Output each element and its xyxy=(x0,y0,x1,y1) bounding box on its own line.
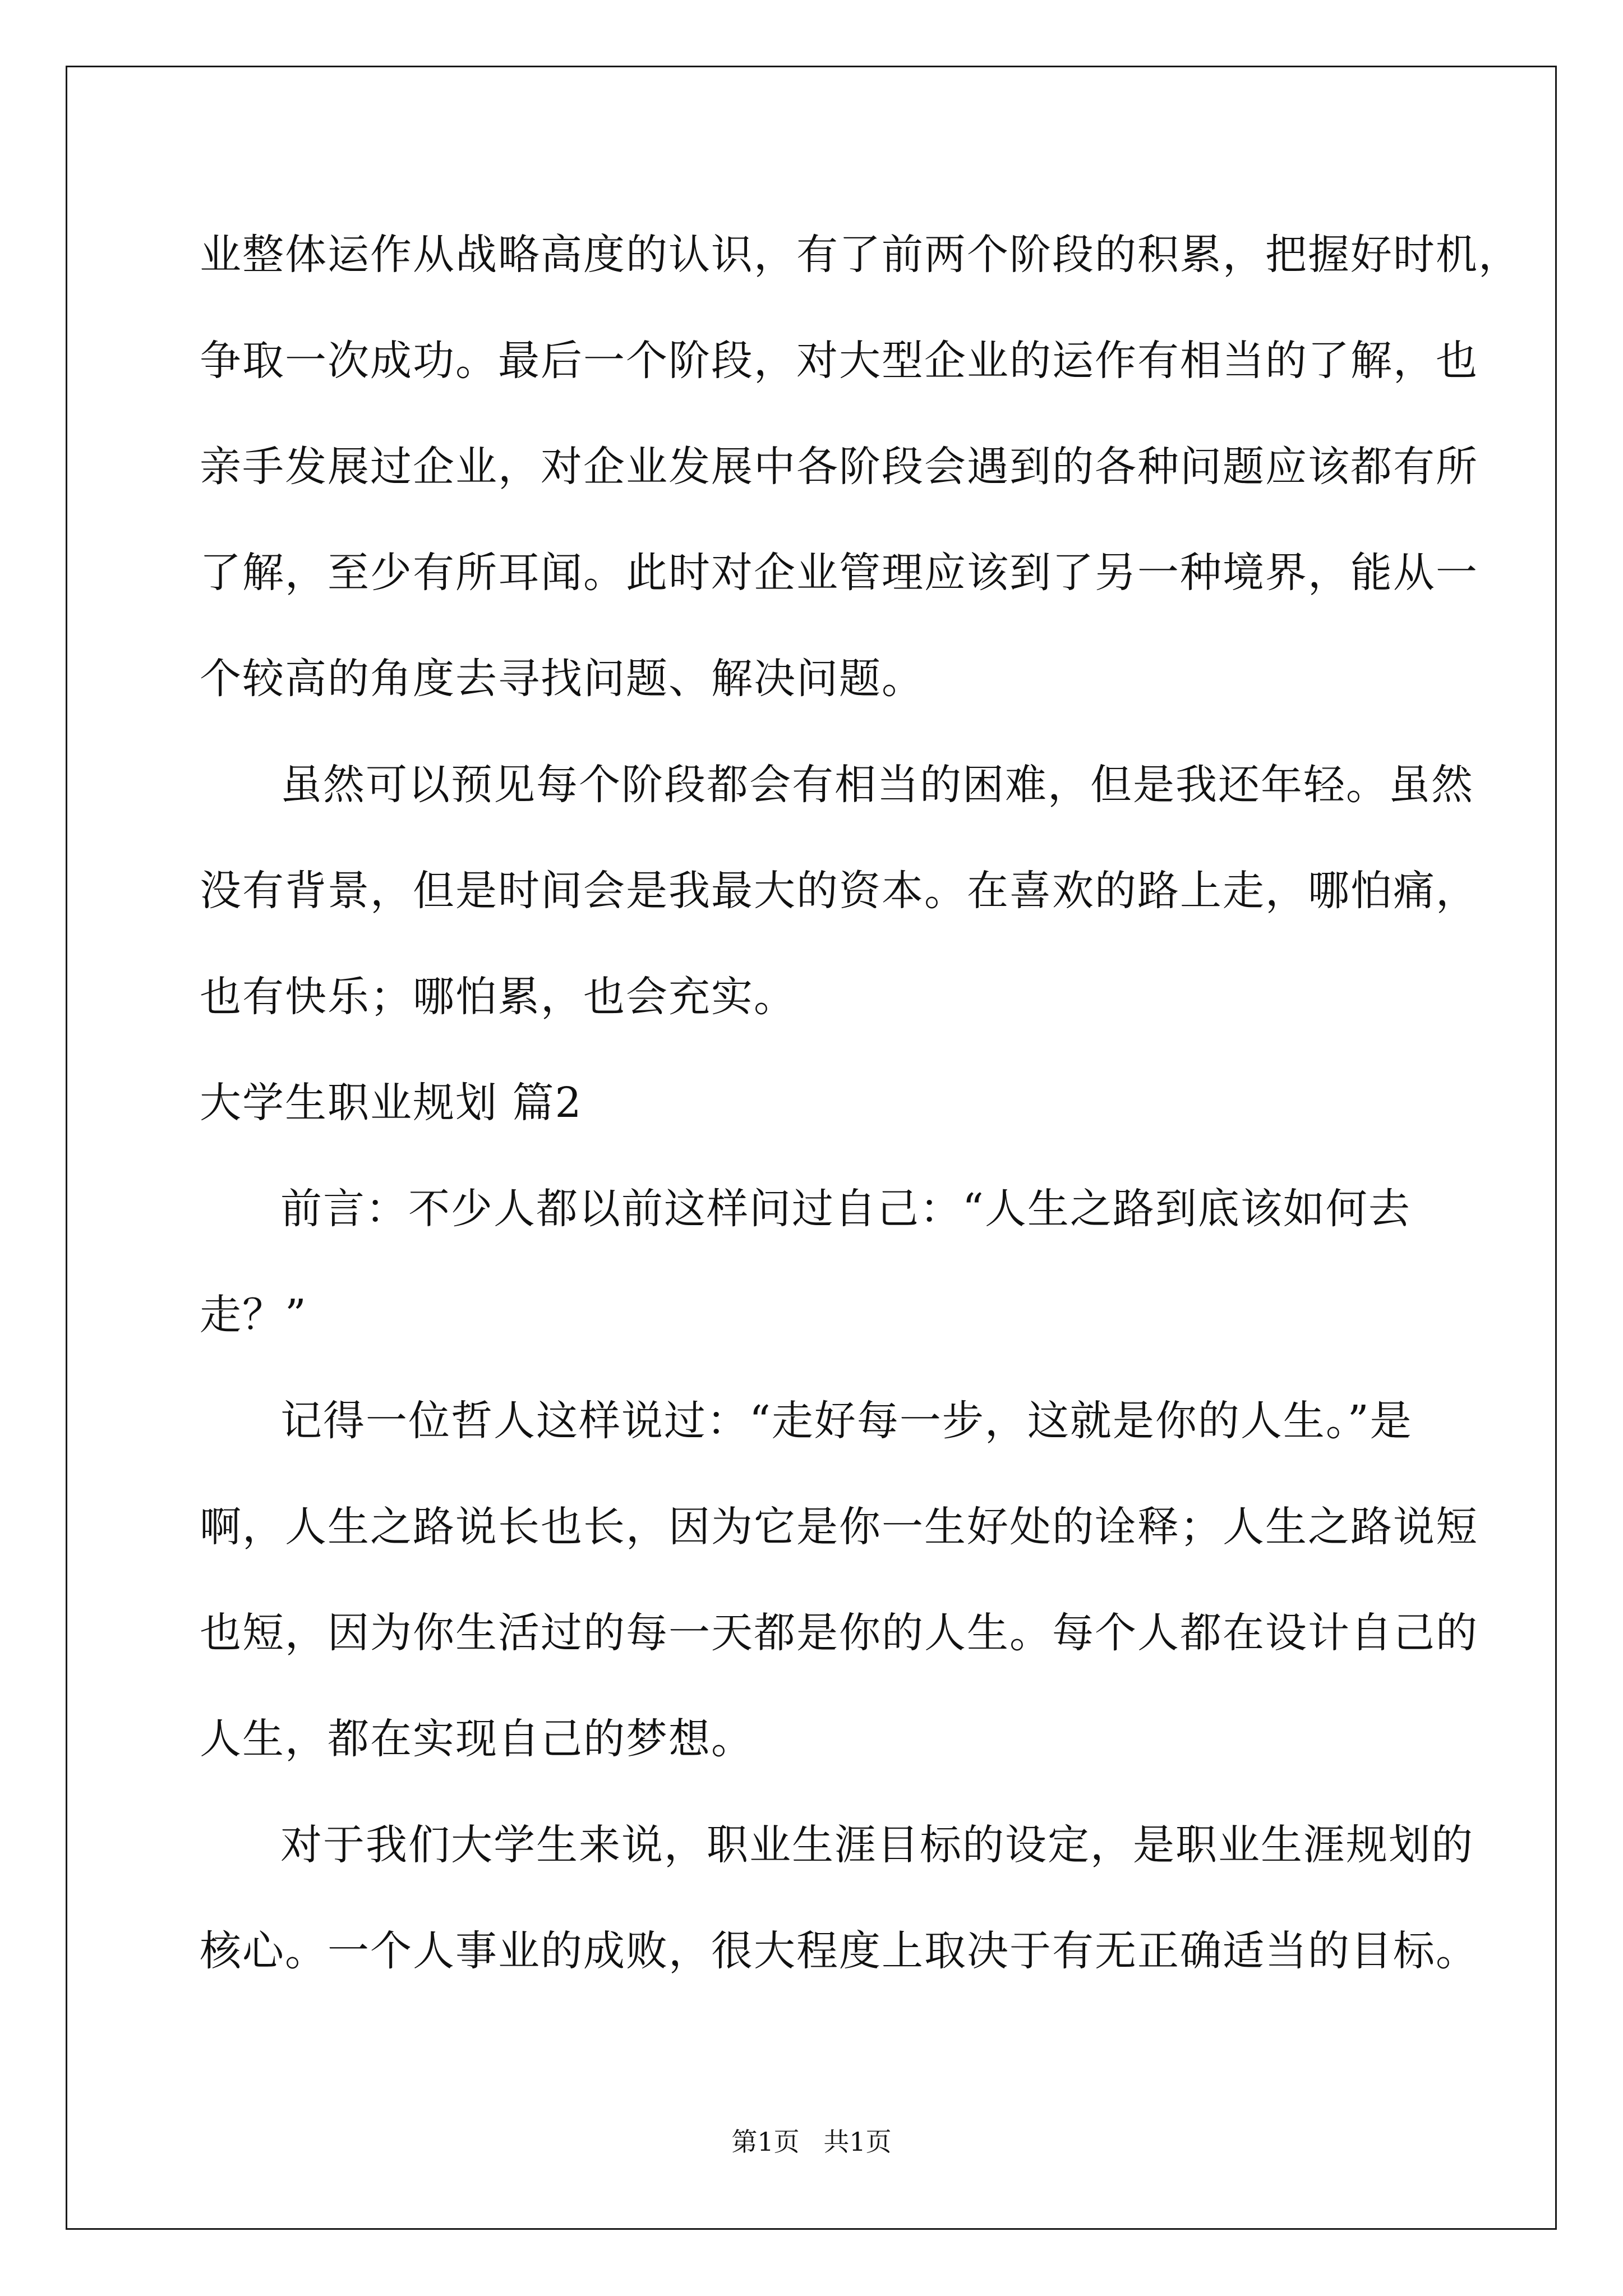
text-line: 啊，人生之路说长也长，因为它是你一生好处的诠释；人生之路说短 xyxy=(200,1503,1478,1551)
text-line: 对于我们大学生来说，职业生涯目标的设定，是职业生涯规划的 xyxy=(280,1821,1474,1869)
text-line: 也短，因为你生活过的每一天都是你的人生。每个人都在设计自己的 xyxy=(200,1609,1478,1657)
section-heading: 大学生职业规划 篇2 xyxy=(200,1079,583,1127)
page-footer xyxy=(0,2125,1623,2159)
text-line: 亲手发展过企业，对企业发展中各阶段会遇到的各种问题应该都有所 xyxy=(200,443,1478,491)
text-line: 走？” xyxy=(200,1291,307,1339)
text-line: 了解，至少有所耳闻。此时对企业管理应该到了另一种境界，能从一 xyxy=(200,549,1478,597)
text-line: 个较高的角度去寻找问题、解决问题。 xyxy=(200,655,924,703)
text-line: 人生，都在实现自己的梦想。 xyxy=(200,1715,754,1763)
page-total: 共1页 xyxy=(823,2127,892,2157)
text-line: 核心。一个人事业的成败，很大程度上取决于有无正确适当的目标。 xyxy=(200,1927,1478,1975)
text-line: 业整体运作从战略高度的认识，有了前两个阶段的积累，把握好时机， xyxy=(200,231,1521,279)
text-line: 也有快乐；哪怕累，也会充实。 xyxy=(200,973,796,1021)
page-number: 第1页 xyxy=(731,2127,800,2157)
document-body xyxy=(200,202,1521,2004)
text-line: 虽然可以预见每个阶段都会有相当的困难，但是我还年轻。虽然 xyxy=(280,761,1474,809)
text-line: 记得一位哲人这样说过：“走好每一步，这就是你的人生。”是 xyxy=(280,1397,1413,1445)
text-line: 没有背景，但是时间会是我最大的资本。在喜欢的路上走，哪怕痛， xyxy=(200,867,1478,915)
text-line: 争取一次成功。最后一个阶段，对大型企业的运作有相当的了解，也 xyxy=(200,337,1478,385)
text-line: 前言：不少人都以前这样问过自己：“人生之路到底该如何去 xyxy=(280,1185,1411,1233)
